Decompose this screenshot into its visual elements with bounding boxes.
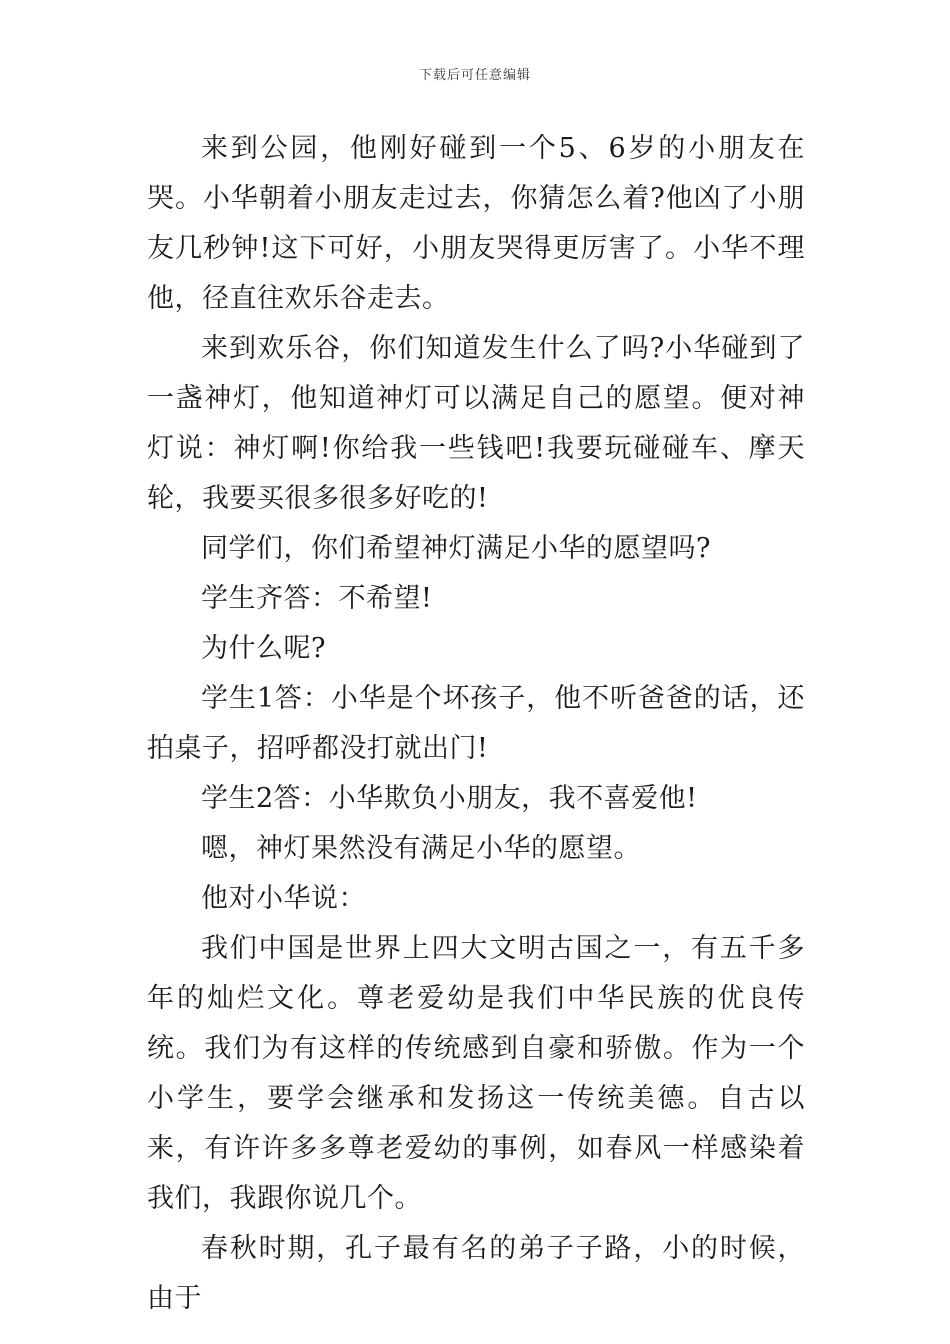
page-header: 下载后可任意编辑: [418, 68, 531, 83]
paragraph: 他对小华说：: [201, 883, 366, 914]
paragraph: 春秋时期，孔子最有名的弟子子路，小的时候，由于: [147, 1233, 805, 1314]
paragraph: 来到公园，他刚好碰到一个5、6岁的小朋友在哭。小华朝着小朋友走过去，你猜怎么着?他凶了小朋友几秒钟!这下可好，小朋友哭得更厉害了。小华不理他，径直往欢乐谷走去。: [147, 133, 805, 314]
paragraph: 来到欢乐谷，你们知道发生什么了吗?小华碰到了一盏神灯，他知道神灯可以满足自己的愿望。便对神灯说：神灯啊!你给我一些钱吧!我要玩碰碰车、摩天轮，我要买很多很多好吃的!: [147, 333, 805, 514]
paragraph: 同学们，你们希望神灯满足小华的愿望吗?: [201, 533, 711, 564]
document-body: [147, 124, 805, 1324]
paragraph: 学生1答：小华是个坏孩子，他不听爸爸的话，还拍桌子，招呼都没打就出门!: [147, 683, 805, 764]
paragraph: 为什么呢?: [201, 633, 326, 664]
paragraph: 我们中国是世界上四大文明古国之一，有五千多年的灿烂文化。尊老爱幼是我们中华民族的优良传统。我们为有这样的传统感到自豪和骄傲。作为一个小学生，要学会继承和发扬这一传统美德。自古以来，有许许多多尊老爱幼的事例，如春风一样感染着我们，我跟你说几个。: [147, 933, 805, 1214]
paragraph: 学生齐答：不希望!: [201, 583, 433, 614]
paragraph: 嗯，神灯果然没有满足小华的愿望。: [201, 833, 641, 864]
paragraph: 学生2答：小华欺负小朋友，我不喜爱他!: [201, 783, 698, 814]
